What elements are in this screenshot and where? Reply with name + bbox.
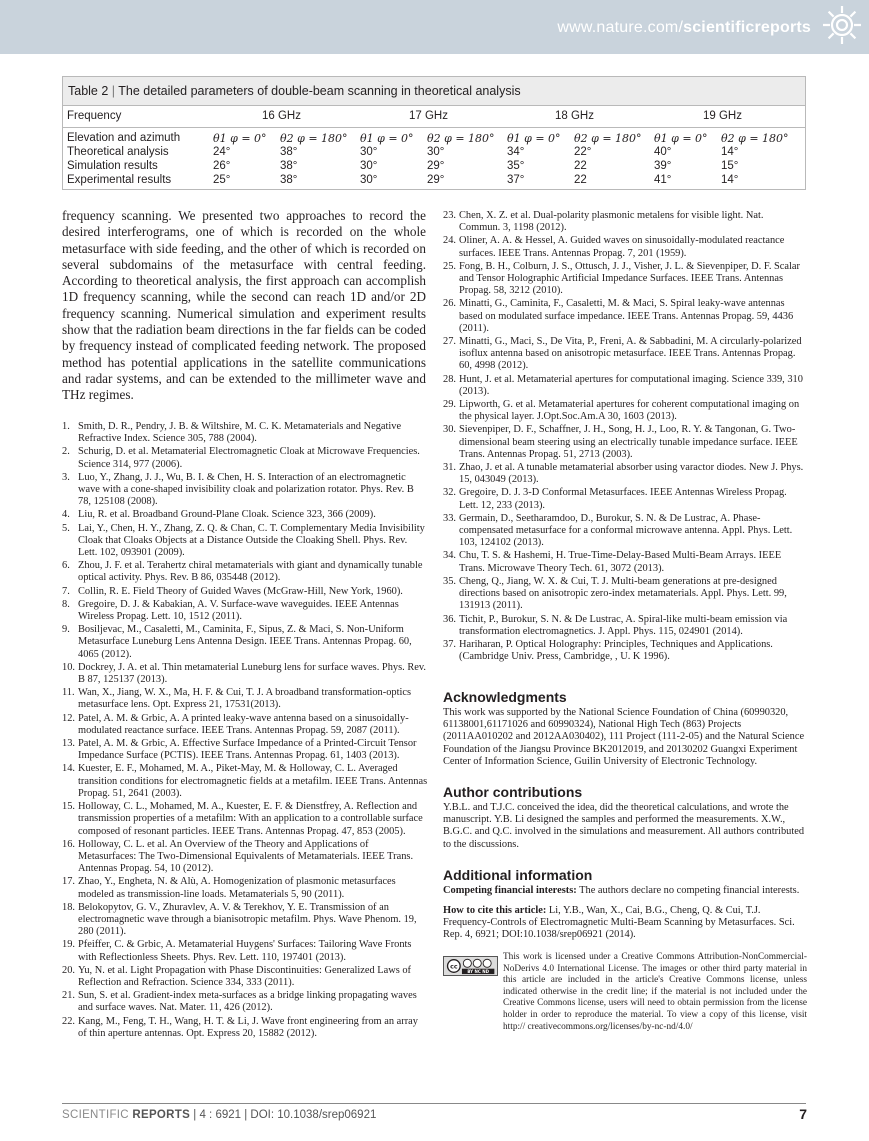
author-contributions-heading: Author contributions (443, 784, 583, 800)
table-freq-18: 18 GHz (555, 110, 594, 122)
reference-text: Chu, T. S. & Hashemi, H. True-Time-Delay-Based Multi-Beam Arrays. IEEE Trans. Microwave Theory Tech. 61, 3072 (2013). (459, 550, 782, 574)
footer-journal-bold: REPORTS (132, 1109, 191, 1121)
reference-text: Gregoire, D. J. 3-D Conformal Metasurfaces. IEEE Antennas Wireless Propag. Lett. 12, 233 (2013). (459, 487, 787, 511)
reference-item (443, 298, 807, 335)
footer-doi: | 4 : 6921 | DOI: 10.1038/srep06921 (190, 1109, 377, 1121)
reference-text: Tichit, P., Burokur, S. N. & De Lustrac, A. Spiral-like multi-beam emission via transformation electromagnetics. J. Appl. Phys. 115, 024901 (2014). (459, 613, 788, 637)
table-cell: 14° (721, 174, 739, 186)
reference-item (62, 1016, 428, 1040)
reference-number: 4. (62, 509, 70, 521)
reference-number: 21. (62, 990, 75, 1002)
reference-number: 12. (62, 712, 75, 724)
reference-number: 13. (62, 738, 75, 750)
angle-header-19-theta2: θ2 φ = 180° (721, 132, 789, 145)
reference-item (62, 687, 428, 711)
reference-text: Zhao, Y., Engheta, N. & Alù, A. Homogenization of plasmonic metasurfaces modeled as transmission-line loads. Metamaterials 5, 90 (2011). (78, 876, 396, 900)
competing-interests-value: The authors declare no competing financial interests. (579, 885, 800, 896)
reference-item (443, 639, 807, 663)
reference-text: Dockrey, J. A. et al. Thin metamaterial Luneburg lens for surface waves. Phys. Rev. B 87, 125137 (2013). (78, 661, 426, 686)
reference-text: Lipworth, G. et al. Metamaterial apertures for coherent computational imaging on the physical layer. J.Opt.Soc.Am.A 30, 1603 (2013). (459, 399, 800, 423)
reference-item (443, 576, 807, 613)
reference-item (62, 990, 428, 1014)
reference-item (62, 839, 428, 876)
reference-item (443, 336, 807, 373)
author-contributions-text: Y.B.L. and T.J.C. conceived the idea, did the theoretical calculations, and wrote the manuscript. Y.B. Li designed the samples and performed the measurements. X.W., B.G.C. and Q.C. involved in the simulations and measurement. All authors contributed to the discussions. (443, 802, 805, 850)
reference-number: 36. (443, 613, 456, 625)
reference-item (62, 509, 428, 521)
table-caption-separator: | (111, 84, 116, 98)
journal-url-prefix: www.nature.com/ (557, 19, 684, 36)
reference-item (62, 801, 428, 838)
reference-item (443, 550, 807, 574)
reference-number: 32. (443, 487, 456, 499)
citation-label: How to cite this article: (443, 905, 547, 916)
reference-number: 26. (443, 298, 456, 310)
angle-header-18-theta1: θ1 φ = 0° (507, 132, 561, 145)
reference-text: Patel, A. M. & Grbic, A. A printed leaky-wave antenna based on a sinusoidally-modulated reactance surface. IEEE Trans. Antennas Propag. 59, 2087 (2011). (78, 712, 409, 736)
reference-text: Collin, R. E. Field Theory of Guided Waves (McGraw-Hill, New York, 1960). (78, 585, 403, 597)
table-cell: 24° (213, 146, 231, 158)
row-label-theoretical: Theoretical analysis (67, 146, 169, 158)
reference-number: 25. (443, 260, 456, 272)
reference-number: 23. (443, 210, 456, 221)
reference-text: Oliner, A. A. & Hessel, A. Guided waves on sinusoidally-modulated reactance surfaces. IEEE Trans. Antennas Propag. 7, 201 (1959). (459, 235, 785, 259)
reference-text: Minatti, G., Caminita, F., Casaletti, M. & Maci, S. Spiral leaky-wave antennas based on modulated surface impedance. IEEE Trans. Antennas Propag. 59, 4436 (2011). (459, 298, 794, 334)
table-caption-text: The detailed parameters of double-beam scanning in theoretical analysis (118, 84, 521, 98)
citation-value: Li, Y.B., Wan, X., Cai, B.G., Cheng, Q. & Cui, T.J. Frequency-Controls of Electromagnetic Multi-Beam Scanning by Metasurfaces. Sci. Rep. 4, 6921; DOI:10.1038/srep06921 (2014). (443, 905, 795, 941)
table-cell: 40° (654, 146, 672, 158)
reference-text: Hunt, J. et al. Metamaterial apertures for computational imaging. Science 339, 310 (2013). (459, 373, 803, 397)
reference-item (443, 513, 807, 550)
license-text: This work is licensed under a Creative Commons Attribution-NonCommercial-NoDerivs 4.0 International License. The images or other third party material in this article are included in the article's Creative Commons license, unless indicated otherwise in the credit line; if the material is not included under the Creative Commons license, users will need to obtain permission from the license holder in order to reproduce the material. To view a copy of this license, visit http:// creativecommons.org/licenses/by-nc-nd/4.0/ (503, 952, 807, 1032)
table-cell: 38° (280, 160, 298, 172)
table-cell: 34° (507, 146, 525, 158)
table-cell: 22 (574, 160, 587, 172)
journal-url[interactable] (557, 19, 811, 37)
journal-header-bar (0, 0, 869, 54)
reference-number: 37. (443, 638, 456, 650)
reference-text: Holloway, C. L. et al. An Overview of the Theory and Applications of Metasurfaces: The Two-Dimensional Equivalents of Metamaterials. IEEE Trans. Antennas Propag. 54, 10 (2012). (78, 838, 414, 875)
reference-item (62, 738, 428, 762)
reference-item (443, 210, 807, 234)
reference-number: 8. (62, 598, 70, 610)
table-cell: 29° (427, 174, 445, 186)
reference-item (62, 599, 428, 623)
reference-item (443, 614, 807, 638)
table-cell: 30° (360, 174, 378, 186)
svg-text:cc: cc (450, 963, 458, 971)
table-cell: 14° (721, 146, 739, 158)
journal-url-suffix: scientificreports (683, 19, 811, 36)
reference-text: Holloway, C. L., Mohamed, M. A., Kuester, E. F. & Dienstfrey, A. Reflection and transmission properties of a metafilm: With an application to a controllable surface composed of resonant particles. IEEE Trans. Antennas Propag. 47, 853 (2005). (78, 801, 423, 837)
competing-interests-text (443, 885, 807, 897)
reference-number: 7. (62, 585, 70, 597)
reference-text: Kuester, E. F., Mohamed, M. A., Piket-May, M. & Holloway, C. L. Averaged transition conditions for electromagnetic fields at a metafilm. IEEE Trans. Antennas Propag. 51, 2641 (2003). (78, 763, 428, 799)
reference-number: 29. (443, 399, 456, 411)
reference-text: Bosiljevac, M., Casaletti, M., Caminita, F., Sipus, Z. & Maci, S. Non-Uniform Metasurface Luneburg Lens Antenna Design. IEEE Trans. Antennas Propag. 60, 4065 (2012). (78, 624, 412, 660)
table-cell: 38° (280, 174, 298, 186)
table-cell: 38° (280, 146, 298, 158)
table-cell: 35° (507, 160, 525, 172)
reference-text: Smith, D. R., Pendry, J. B. & Wiltshire, M. C. K. Metamaterials and Negative Refractive Index. Science 305, 788 (2004). (78, 421, 402, 445)
reference-number: 15. (62, 801, 75, 813)
creative-commons-by-nc-nd-icon[interactable] (443, 956, 498, 976)
reference-text: Luo, Y., Zhang, J. J., Wu, B. I. & Chen, H. S. Interaction of an electromagnetic wave with a cone-shaped invisibility cloak and polarization rotator. Phys. Rev. B 78, 125108 (2008). (78, 471, 414, 508)
reference-text: Wan, X., Jiang, W. X., Ma, H. F. & Cui, T. J. A broadband transformation-optics metasurface lens. Opt. Express 21, 17531(2013). (78, 687, 412, 711)
reference-text: Germain, D., Seetharamdoo, D., Burokur, S. N. & De Lustrac, A. Phase-compensated metasurface for a conformal microwave antenna. Appl. Phys. Lett. 103, 124102 (2013). (459, 512, 793, 549)
table-cell: 25° (213, 174, 231, 186)
competing-interests-label: Competing financial interests: (443, 885, 577, 896)
reference-text: Zhao, J. et al. A tunable metamaterial absorber using varactor diodes. New J. Phys. 15, 043049 (2013). (459, 462, 804, 486)
table-cell: 22 (574, 174, 587, 186)
footer-journal-name (62, 1109, 190, 1121)
table-cell: 29° (427, 160, 445, 172)
reference-number: 30. (443, 424, 456, 436)
reference-item (62, 662, 428, 686)
table-cell: 39° (654, 160, 672, 172)
reference-text: Patel, A. M. & Grbic, A. Effective Surface Impedance of a Printed-Circuit Tensor Impedance Surface (PCTIS). IEEE Trans. Antennas Propag. 61, 1403 (2013). (78, 738, 417, 762)
reference-item (62, 902, 428, 939)
reference-number: 17. (62, 876, 75, 888)
table-freq-19: 19 GHz (703, 110, 742, 122)
parameters-table (62, 76, 806, 190)
reference-number: 5. (62, 522, 70, 534)
reference-list-left (62, 421, 428, 1041)
reference-number: 27. (443, 336, 456, 348)
reference-text: Liu, R. et al. Broadband Ground-Plane Cloak. Science 323, 366 (2009). (78, 509, 376, 521)
reference-item (62, 763, 428, 800)
reference-number: 28. (443, 373, 456, 385)
reference-item (443, 261, 807, 298)
reference-item (62, 560, 428, 584)
reference-text: Hariharan, P. Optical Holography: Principles, Techniques and Applications. (Cambridge Univ. Press, Cambridge, , U. K 1996). (459, 638, 773, 663)
reference-number: 33. (443, 512, 456, 524)
table-frequency-header: Frequency (67, 110, 122, 122)
reference-number: 6. (62, 560, 70, 572)
reference-number: 14. (62, 763, 75, 775)
reference-number: 18. (62, 901, 75, 913)
reference-number: 34. (443, 550, 456, 562)
reference-item (62, 472, 428, 509)
angle-header-18-theta2: θ2 φ = 180° (574, 132, 642, 145)
reference-text: Belokopytov, G. V., Zhuravlev, A. V. & Terekhov, Y. E. Transmission of an electromagnetic wave through a bianisotropic metafilm. Phys. Wave Phenom. 19, 280 (2011). (78, 901, 417, 938)
reference-number: 2. (62, 446, 70, 458)
reference-number: 3. (62, 471, 70, 483)
reference-text: Kang, M., Feng, T. H., Wang, H. T. & Li, J. Wave front engineering from an array of thin aperture antennas. Opt. Express 20, 15882 (2012). (78, 1015, 418, 1039)
reference-item (62, 624, 428, 661)
reference-number: 35. (443, 575, 456, 587)
reference-number: 10. (62, 661, 75, 673)
reference-number: 9. (62, 624, 70, 636)
citation-text (443, 905, 807, 942)
reference-text: Sun, S. et al. Gradient-index meta-surfaces as a bridge linking propagating waves and surface waves. Nat. Mater. 11, 426 (2012). (78, 990, 417, 1014)
reference-list-right (443, 210, 807, 664)
table-freq-17: 17 GHz (409, 110, 448, 122)
table-caption (63, 77, 805, 106)
table-cell: 30° (360, 160, 378, 172)
table-cell: 30° (360, 146, 378, 158)
reference-item (62, 876, 428, 900)
row-label-simulation: Simulation results (67, 160, 158, 172)
reference-text: Cheng, Q., Jiang, W. X. & Cui, T. J. Multi-beam generations at pre-designed directions based on anisotropic zero-index metamaterials. Appl. Phys. Lett. 99, 131913 (2011). (459, 575, 787, 612)
table-caption-label: Table 2 (68, 84, 109, 98)
reference-item (62, 965, 428, 989)
table-cell: 37° (507, 174, 525, 186)
page-number: 7 (799, 1106, 807, 1122)
gear-icon (819, 2, 865, 48)
reference-item (62, 939, 428, 963)
reference-number: 22. (62, 1015, 75, 1027)
reference-text: Fong, B. H., Colburn, J. S., Ottusch, J. J., Visher, J. L. & Sievenpiper, D. F. Scalar and Tensor Holographic Artificial Impedance Surfaces. IEEE Trans. Antennas Propag. 58, 3212 (2010). (459, 260, 800, 297)
reference-item (62, 586, 428, 598)
table-cell: 15° (721, 160, 739, 172)
table-cell: 26° (213, 160, 231, 172)
reference-item (62, 713, 428, 737)
table-cell: 30° (427, 146, 445, 158)
footer-rule (62, 1103, 806, 1104)
footer-journal-light: SCIENTIFIC (62, 1109, 129, 1121)
reference-item (62, 446, 428, 470)
reference-item (62, 523, 428, 560)
angle-header-19-theta1: θ1 φ = 0° (654, 132, 708, 145)
reference-text: Gregoire, D. J. & Kabakian, A. V. Surface-wave waveguides. IEEE Antennas Wireless Propag. Lett. 10, 1512 (2011). (78, 598, 399, 623)
reference-number: 31. (443, 462, 456, 474)
table-header-rule (63, 127, 805, 128)
reference-text: Sievenpiper, D. F., Schaffner, J. H., Song, H. J., Loo, R. Y. & Tangonan, G. Two-dimensional beam steering using an electrically tunable impedance surface. IEEE Trans. Antennas Propag. 51, 2713 (2003). (459, 424, 798, 460)
reference-number: 1. (62, 421, 70, 432)
additional-information-heading: Additional information (443, 867, 593, 883)
acknowledgments-heading: Acknowledgments (443, 689, 567, 705)
reference-text: Lai, Y., Chen, H. Y., Zhang, Z. Q. & Chan, C. T. Complementary Media Invisibility Cloak that Cloaks Objects at a Distance Outside the Cloaking Shell. Phys. Rev. Lett. 102, 093901 (2009). (78, 522, 425, 559)
angle-header-17-theta1: θ1 φ = 0° (360, 132, 414, 145)
reference-item (443, 424, 807, 461)
table-freq-16: 16 GHz (262, 110, 301, 122)
reference-item (62, 421, 428, 445)
reference-item (443, 399, 807, 423)
reference-item (443, 487, 807, 511)
reference-number: 19. (62, 939, 75, 951)
reference-number: 11. (62, 687, 75, 699)
reference-text: Minatti, G., Maci, S., De Vita, P., Freni, A. & Sabbadini, M. A circularly-polarized isoflux antenna based on anisotropic metasurface. IEEE Trans. Antennas Propag. 60, 4998 (2012). (459, 336, 802, 372)
angle-header-17-theta2: θ2 φ = 180° (427, 132, 495, 145)
reference-item (443, 462, 807, 486)
reference-number: 16. (62, 838, 75, 850)
table-cell: 22° (574, 146, 592, 158)
conclusion-paragraph: frequency scanning. We presented two approaches to record the desired interferograms, one of which is recorded on the whole metasurface with side feeding, and the other of which is recorded on several subdomains of the metasurface with central feeding. According to theoretical analysis, the first approach can accomplish 1D frequency scanning, while the second can reach 1D and/or 2D frequency scanning. Numerical simulation and experiment results show that the radiation beam directions in the far fields can be coded by frequency instead of complicated feeding network. The proposed method has potential applications in the satellite communications and radar systems, and can be extended to the millimeter wave and THz regimes. (62, 208, 426, 403)
row-label-experimental: Experimental results (67, 174, 172, 186)
table-cell: 41° (654, 174, 672, 186)
row-label-elevation-azimuth: Elevation and azimuth (67, 132, 181, 144)
reference-text: Chen, X. Z. et al. Dual-polarity plasmonic metalens for visible light. Nat. Commun. 3, 1198 (2012). (459, 210, 764, 234)
reference-item (443, 374, 807, 398)
reference-item (443, 235, 807, 259)
reference-text: Pfeiffer, C. & Grbic, A. Metamaterial Huygens' Surfaces: Tailoring Wave Fronts with Reflectionless Sheets. Phys. Rev. Lett. 110, 197401 (2013). (78, 939, 412, 963)
reference-number: 20. (62, 964, 75, 976)
reference-number: 24. (443, 235, 456, 247)
reference-text: Zhou, J. F. et al. Terahertz chiral metamaterials with giant and dynamically tunable optical activity. Phys. Rev. B 86, 035448 (2012). (78, 560, 423, 584)
angle-header-16-theta2: θ2 φ = 180° (280, 132, 348, 145)
acknowledgments-text: This work was supported by the National Science Foundation of China (60990320, 61138001,61171026 and 60990324), National High Tech (863) Projects (2011AA010202 and 2012AA030402), 111 Project (111-2-05) and the Natural Science Foundation of the Jiangsu Province BK2012019, and 20130202 Guangxi Experiment Center of Information Science, Guilin University of Electronic Technology. (443, 707, 805, 767)
angle-header-16-theta1: θ1 φ = 0° (213, 132, 267, 145)
cc-badge-label: BY NC ND (467, 969, 489, 975)
reference-text: Schurig, D. et al. Metamaterial Electromagnetic Cloak at Microwave Frequencies. Science 314, 977 (2006). (78, 446, 420, 470)
reference-text: Yu, N. et al. Light Propagation with Phase Discontinuities: Generalized Laws of Reflection and Refraction. Science 334, 333 (2011). (78, 964, 412, 988)
footer-citation (62, 1109, 376, 1121)
